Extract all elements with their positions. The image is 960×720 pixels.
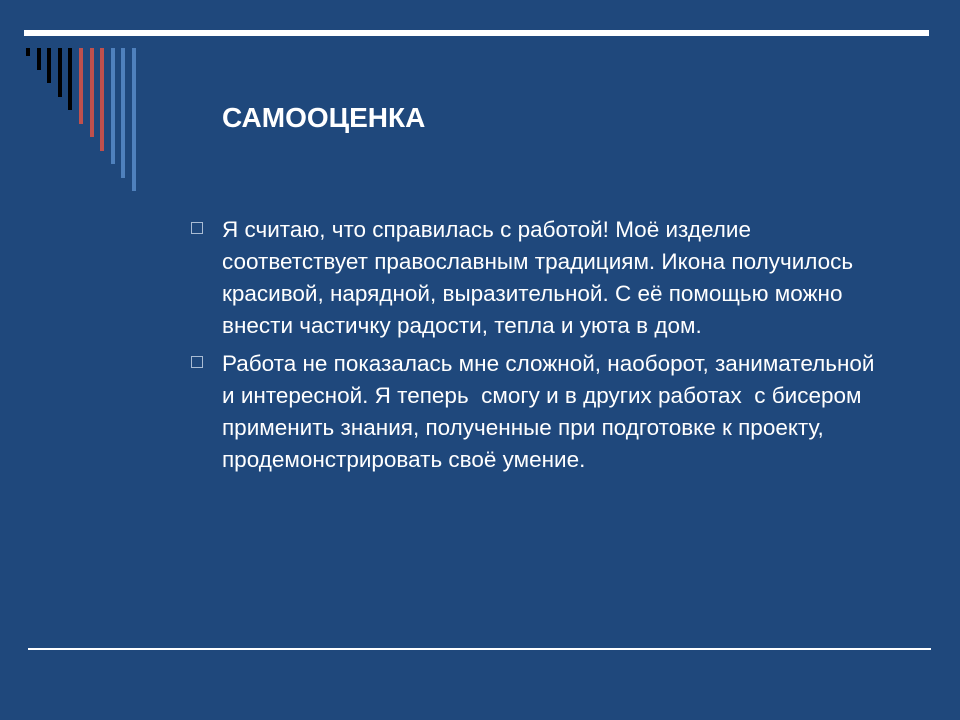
corner-stripe	[37, 48, 41, 70]
square-bullet-icon	[191, 222, 203, 234]
corner-stripe	[111, 48, 115, 164]
bullet-text: Я считаю, что справилась с работой! Моё изделие соответствует православным традициям. Икона получилось красивой, нарядной, выразительной. С её помощью можно внести частичку радости, тепла и уюта в дом.	[222, 217, 860, 338]
corner-stripe	[26, 48, 30, 56]
corner-stripe	[58, 48, 62, 97]
slide-title: САМООЦЕНКА	[222, 102, 426, 133]
bullet-item	[188, 348, 881, 476]
bottom-divider-line	[28, 648, 931, 650]
corner-stripe	[68, 48, 72, 110]
bullet-list	[188, 214, 881, 482]
corner-stripe	[90, 48, 94, 137]
corner-stripe	[47, 48, 51, 83]
square-bullet-icon	[191, 356, 203, 368]
top-divider-line	[24, 30, 929, 36]
corner-stripe	[121, 48, 125, 178]
bullet-item	[188, 214, 878, 342]
corner-stripe	[79, 48, 83, 124]
bullet-text: Работа не показалась мне сложной, наоборот, занимательной и интересной. Я теперь смогу и в других работах с бисером применить знания, полученные при подготовке к проекту, продемонстрировать своё умение.	[222, 351, 881, 472]
corner-stripe	[132, 48, 136, 191]
corner-stripe	[100, 48, 104, 151]
